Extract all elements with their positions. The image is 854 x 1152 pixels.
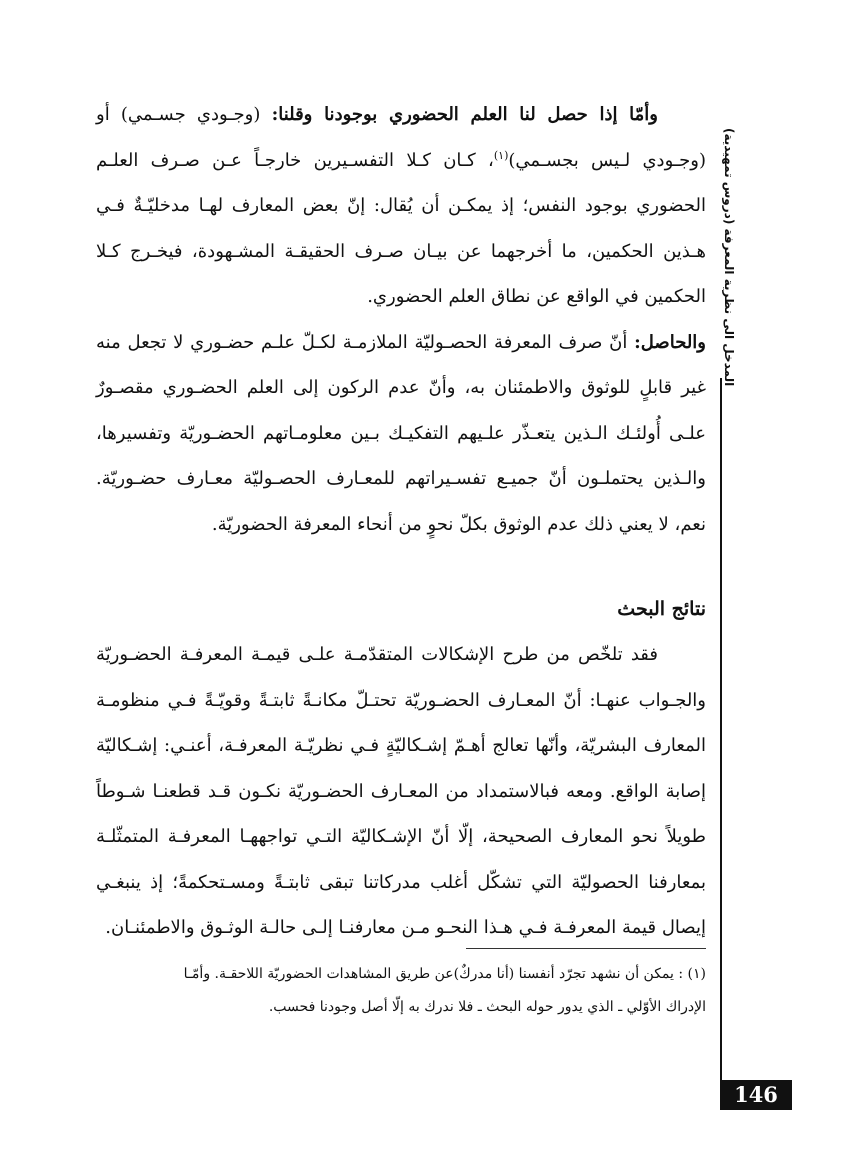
paragraph-2-body: أنّ صرف المعرفة الحصـوليّة الملازمـة لكـلّ علـم حضـوري لا تجعل منه غير قابلٍ للوثوق والاطمئنان به، وأنّ عدم الركون إلى العلم الحضـوري مقصـورٌ علـى أُولئـك الـذين يتعـذّر علـيهم التفكيـك بـين معلومـاتهم الحضـوريّة وتفسيرها، والـذين يحتملـون أنّ جميـع تفسـيراتهم للمعـارف الحصـوليّة معـارف حضـوريّة. نعم، لا يعني ذلك عدم الوثوق بكلّ نحوٍ من أنحاء المعرفة الحضوريّة. bbox=[96, 331, 706, 535]
footnotes bbox=[96, 958, 706, 1024]
footnote-marker: (١) bbox=[493, 148, 509, 162]
paragraph-2-lead: والحاصل: bbox=[634, 331, 706, 353]
page-number: 146 bbox=[720, 1080, 792, 1110]
footnote-divider bbox=[466, 948, 706, 949]
paragraph-1-tail: ، كـان كـلا التفسـيرين خارجـاً عـن صـرف العلـم الحضوري بوجود النفس؛ إذ يمكـن أن يُقال: إنّ بعض المعارف لهـا مدخليّـةٌ فـي هـذين الحكمين، ما أخرجهما عن بيـان صـرف الحقيقـة المشـهودة، فيخـرج كـلا الحكمين في الواقع عن نطاق العلم الحضوري. bbox=[96, 149, 706, 307]
paragraph-2 bbox=[96, 320, 706, 548]
paragraph-1-body: (وجـودي جسـمي) أو (وجـودي لـيس بجسـمي) bbox=[96, 104, 706, 171]
paragraph-1-lead: وأمّا إذا حصل لنا العلم الحضوري بوجودنا وقلنا: bbox=[271, 104, 658, 125]
footnote-line-2: الإدراك الأوّلي ـ الذي يدور حوله البحث ـ فلا ندرك به إلّا أصل وجودنا فحسب. bbox=[268, 999, 706, 1015]
side-rule-divider bbox=[720, 378, 722, 1108]
paragraph-1 bbox=[96, 92, 706, 320]
paragraph-3: فقد تلخّص من طرح الإشكالات المتقدّمـة علـى قيمـة المعرفـة الحضـوريّة والجـواب عنهـا: أنّ المعـارف الحضـوريّة تحتـلّ مكانـةً ثابتـةً وقويّـةً فـي منظومـة المعارف البشريّة، وأنّها تعالج أهـمّ إشـكاليّةٍ فـي نظريّـة المعرفـة، أعنـي: إشـكاليّة إصابة الواقع. ومعه فبالاستمداد من المعـارف الحضـوريّة نكـون قـد قطعنـا شـوطاً طويلاً نحو المعارف الصحيحة، إلّا أنّ الإشـكاليّة التـي تواجههـا المعرفـة المتمثّلـة بمعارفنا الحصوليّة التي تشكّل أغلب مدركاتنا تبقى ثابتـةً ومسـتحكمةً؛ إذ ينبغـي إيصال قيمة المعرفـة فـي هـذا النحـو مـن معارفنـا إلـى حالـة الوثـوق والاطمئنـان. bbox=[96, 644, 706, 938]
main-text bbox=[96, 92, 706, 951]
section-title: نتائج البحث bbox=[617, 598, 706, 620]
footnote-line-1: (١) : يمكن أن نشهد تجرّد أنفسنا (أنا مدركٌ)عن طريق المشاهدات الحضوريّة اللاحقـة. وأمّـا bbox=[183, 966, 706, 982]
running-header: المدخل الى نظرية المعرفة (دروس تمهيدية) bbox=[722, 128, 736, 387]
